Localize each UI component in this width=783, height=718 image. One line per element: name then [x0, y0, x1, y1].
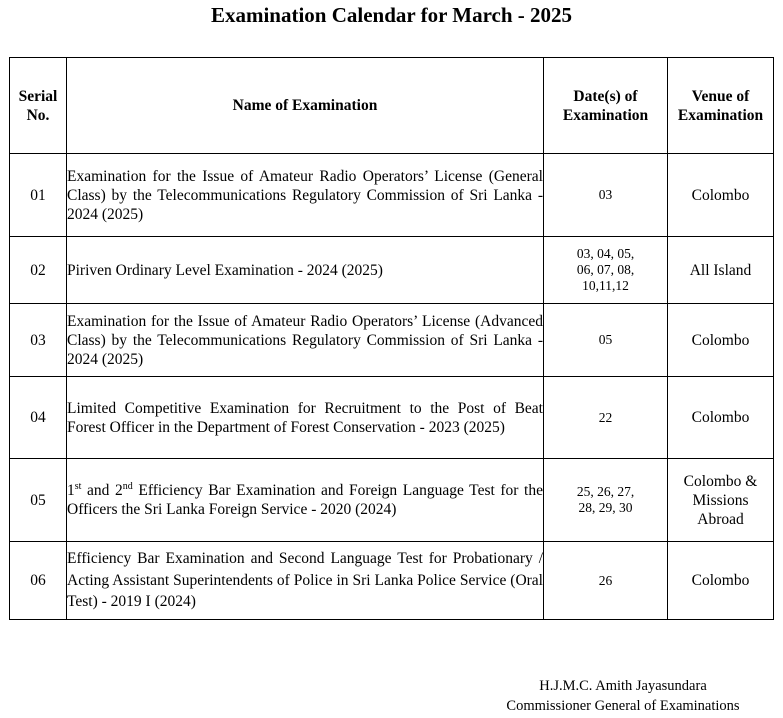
- header-serial-line1: Serial: [18, 87, 58, 105]
- header-venue-line1: Venue of: [691, 87, 750, 105]
- serial-cell: 06: [10, 542, 67, 620]
- dates-cell: 22: [544, 377, 668, 459]
- dates-cell: [544, 237, 668, 304]
- serial-cell: 04: [10, 377, 67, 459]
- examination-name-cell: [67, 459, 544, 542]
- page-title: Examination Calendar for March - 2025: [210, 3, 573, 27]
- venue-cell: All Island: [668, 237, 774, 304]
- serial-cell: 05: [10, 459, 67, 542]
- dates-cell: 03: [544, 154, 668, 237]
- venue-cell: Colombo: [668, 542, 774, 620]
- examination-name-cell: Piriven Ordinary Level Examination - 2024 (2025): [67, 237, 544, 304]
- dates-cell: 05: [544, 304, 668, 377]
- header-venue-line2: Examination: [677, 106, 764, 124]
- header-venue-of-examination: [668, 58, 774, 154]
- serial-cell: 02: [10, 237, 67, 304]
- examination-name-cell: Examination for the Issue of Amateur Radio Operators’ License (General Class) by the Telecommunications Regulatory Commission of Sri Lanka - 2024 (2025): [67, 154, 544, 237]
- name-part: 1: [67, 482, 75, 499]
- table-row: [10, 154, 774, 237]
- venue-line: Missions: [692, 491, 749, 509]
- dates-line: 28, 29, 30: [578, 500, 633, 515]
- table-row: [10, 304, 774, 377]
- header-serial-line2: No.: [26, 106, 50, 124]
- name-part: Efficiency Bar Examination and Foreign Language Test for the Officers the Sri Lanka Foreign Service - 2020 (2024): [67, 482, 543, 518]
- dates-line: 06, 07, 08,: [576, 262, 635, 277]
- table-header-row: [10, 58, 774, 154]
- table-row: [10, 459, 774, 542]
- header-dates-of-examination: [544, 58, 668, 154]
- table-row: [10, 542, 774, 620]
- name-part: and 2: [81, 482, 123, 499]
- serial-cell: 01: [10, 154, 67, 237]
- dates-line: 10,11,12: [582, 278, 629, 293]
- signatory-name: H.J.M.C. Amith Jayasundara: [539, 678, 707, 694]
- dates-cell: 26: [544, 542, 668, 620]
- venue-line: Abroad: [697, 510, 744, 528]
- examination-name-cell: Examination for the Issue of Amateur Radio Operators’ License (Advanced Class) by the Telecommunications Regulatory Commission of Sri Lanka - 2024 (2025): [67, 304, 544, 377]
- header-name-of-examination: Name of Examination: [67, 58, 544, 154]
- examination-name-cell: Limited Competitive Examination for Recruitment to the Post of Beat Forest Officer in the Department of Forest Conservation - 2023 (2025): [67, 377, 544, 459]
- venue-cell: Colombo: [668, 154, 774, 237]
- venue-cell: Colombo: [668, 377, 774, 459]
- ordinal-superscript: st: [74, 480, 82, 492]
- serial-cell: 03: [10, 304, 67, 377]
- dates-line: 03, 04, 05,: [576, 246, 635, 261]
- venue-cell: Colombo: [668, 304, 774, 377]
- signatory-designation: Commissioner General of Examinations: [506, 698, 740, 714]
- examination-calendar-table: [9, 57, 774, 620]
- header-dates-line2: Examination: [562, 106, 649, 124]
- venue-cell: [668, 459, 774, 542]
- header-dates-line1: Date(s) of: [573, 87, 638, 105]
- examination-name-cell: Efficiency Bar Examination and Second Language Test for Probationary / Acting Assistant Superintendents of Police in Sri Lanka Police Service (Oral Test) - 2019 I (2024): [67, 542, 544, 620]
- venue-line: Colombo &: [683, 472, 758, 490]
- table-row: [10, 237, 774, 304]
- ordinal-superscript: nd: [122, 480, 133, 492]
- header-serial-no: [10, 58, 67, 154]
- dates-cell: [544, 459, 668, 542]
- dates-line: 25, 26, 27,: [576, 484, 635, 499]
- table-row: [10, 377, 774, 459]
